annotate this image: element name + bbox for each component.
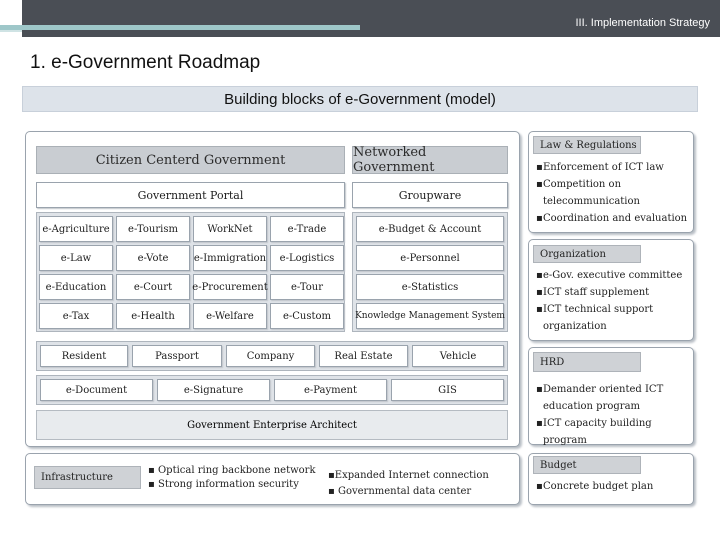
- infrastructure-label: Infrastructure: [34, 466, 141, 489]
- hrd-title: HRD: [533, 352, 641, 372]
- database-box: Company: [226, 345, 315, 367]
- law-regulations-title: Law & Regulations: [533, 136, 641, 154]
- infrastructure-left-list: [148, 464, 328, 492]
- budget-title: Budget: [533, 456, 641, 474]
- infra-item: ▪ Governmental data center: [328, 486, 472, 497]
- citizen-service-box: e-Tourism: [116, 216, 190, 242]
- page-title: 1. e-Government Roadmap: [30, 52, 261, 73]
- network-service-box: e-Budget & Account: [356, 216, 504, 242]
- budget-item: ▪Concrete budget plan: [536, 481, 654, 492]
- infra-item: ▪Expanded Internet connection: [328, 470, 489, 481]
- header-accent-line: [0, 25, 360, 30]
- common-service-box: e-Signature: [157, 379, 270, 401]
- diagram-subtitle: Building blocks of e-Government (model): [22, 86, 698, 112]
- database-box: Passport: [132, 345, 222, 367]
- citizen-service-box: e-Tax: [39, 303, 113, 329]
- citizen-service-box: e-Law: [39, 245, 113, 271]
- hrd-item: ▪Demander oriented ICT education program: [536, 384, 664, 412]
- organization-list: [533, 267, 693, 335]
- citizen-service-box: e-Agriculture: [39, 216, 113, 242]
- common-service-box: e-Document: [40, 379, 153, 401]
- citizen-service-box: e-Custom: [270, 303, 344, 329]
- budget-list: [533, 478, 693, 495]
- organization-item: ▪ICT staff supplement: [536, 287, 650, 298]
- citizen-service-box: e-Trade: [270, 216, 344, 242]
- hrd-item: ▪ICT capacity building program: [536, 418, 652, 446]
- citizen-service-box: e-Procurement: [193, 274, 267, 300]
- network-service-box: e-Statistics: [356, 274, 504, 300]
- law-item: ▪Competition on telecommunication: [536, 179, 640, 207]
- network-service-box: e-Personnel: [356, 245, 504, 271]
- citizen-service-box: e-Court: [116, 274, 190, 300]
- law-regulations-list: [533, 159, 693, 227]
- citizen-service-box: e-Education: [39, 274, 113, 300]
- organization-item: ▪e-Gov. executive committee: [536, 270, 683, 281]
- hrd-list: [533, 381, 693, 449]
- citizen-service-box: e-Vote: [116, 245, 190, 271]
- infra-item: ▪ Strong information security: [148, 479, 299, 490]
- section-label: III. Implementation Strategy: [575, 17, 710, 29]
- infrastructure-right-list: [328, 468, 513, 500]
- law-item: ▪Enforcement of ICT law: [536, 162, 664, 173]
- common-service-box: GIS: [391, 379, 504, 401]
- citizen-service-box: e-Logistics: [270, 245, 344, 271]
- citizen-service-box: e-Health: [116, 303, 190, 329]
- database-box: Real Estate: [319, 345, 408, 367]
- citizen-service-box: WorkNet: [193, 216, 267, 242]
- citizen-service-box: e-Welfare: [193, 303, 267, 329]
- networked-government-header: Networked Government: [352, 146, 508, 174]
- organization-title: Organization: [533, 245, 641, 263]
- groupware-box: Groupware: [352, 182, 508, 208]
- network-service-box: Knowledge Management System: [356, 303, 504, 329]
- infra-item: ▪ Optical ring backbone network: [148, 465, 316, 476]
- enterprise-architecture-bar: Government Enterprise Architect: [36, 410, 508, 440]
- common-service-box: e-Payment: [274, 379, 387, 401]
- government-portal-box: Government Portal: [36, 182, 345, 208]
- database-box: Resident: [40, 345, 128, 367]
- header-accent-line-small: [0, 30, 22, 32]
- citizen-government-header: Citizen Centerd Government: [36, 146, 345, 174]
- citizen-service-box: e-Tour: [270, 274, 344, 300]
- database-box: Vehicle: [412, 345, 504, 367]
- law-item: ▪Coordination and evaluation: [536, 213, 688, 224]
- organization-item: ▪ICT technical support organization: [536, 304, 654, 332]
- citizen-service-box: e-Immigration: [193, 245, 267, 271]
